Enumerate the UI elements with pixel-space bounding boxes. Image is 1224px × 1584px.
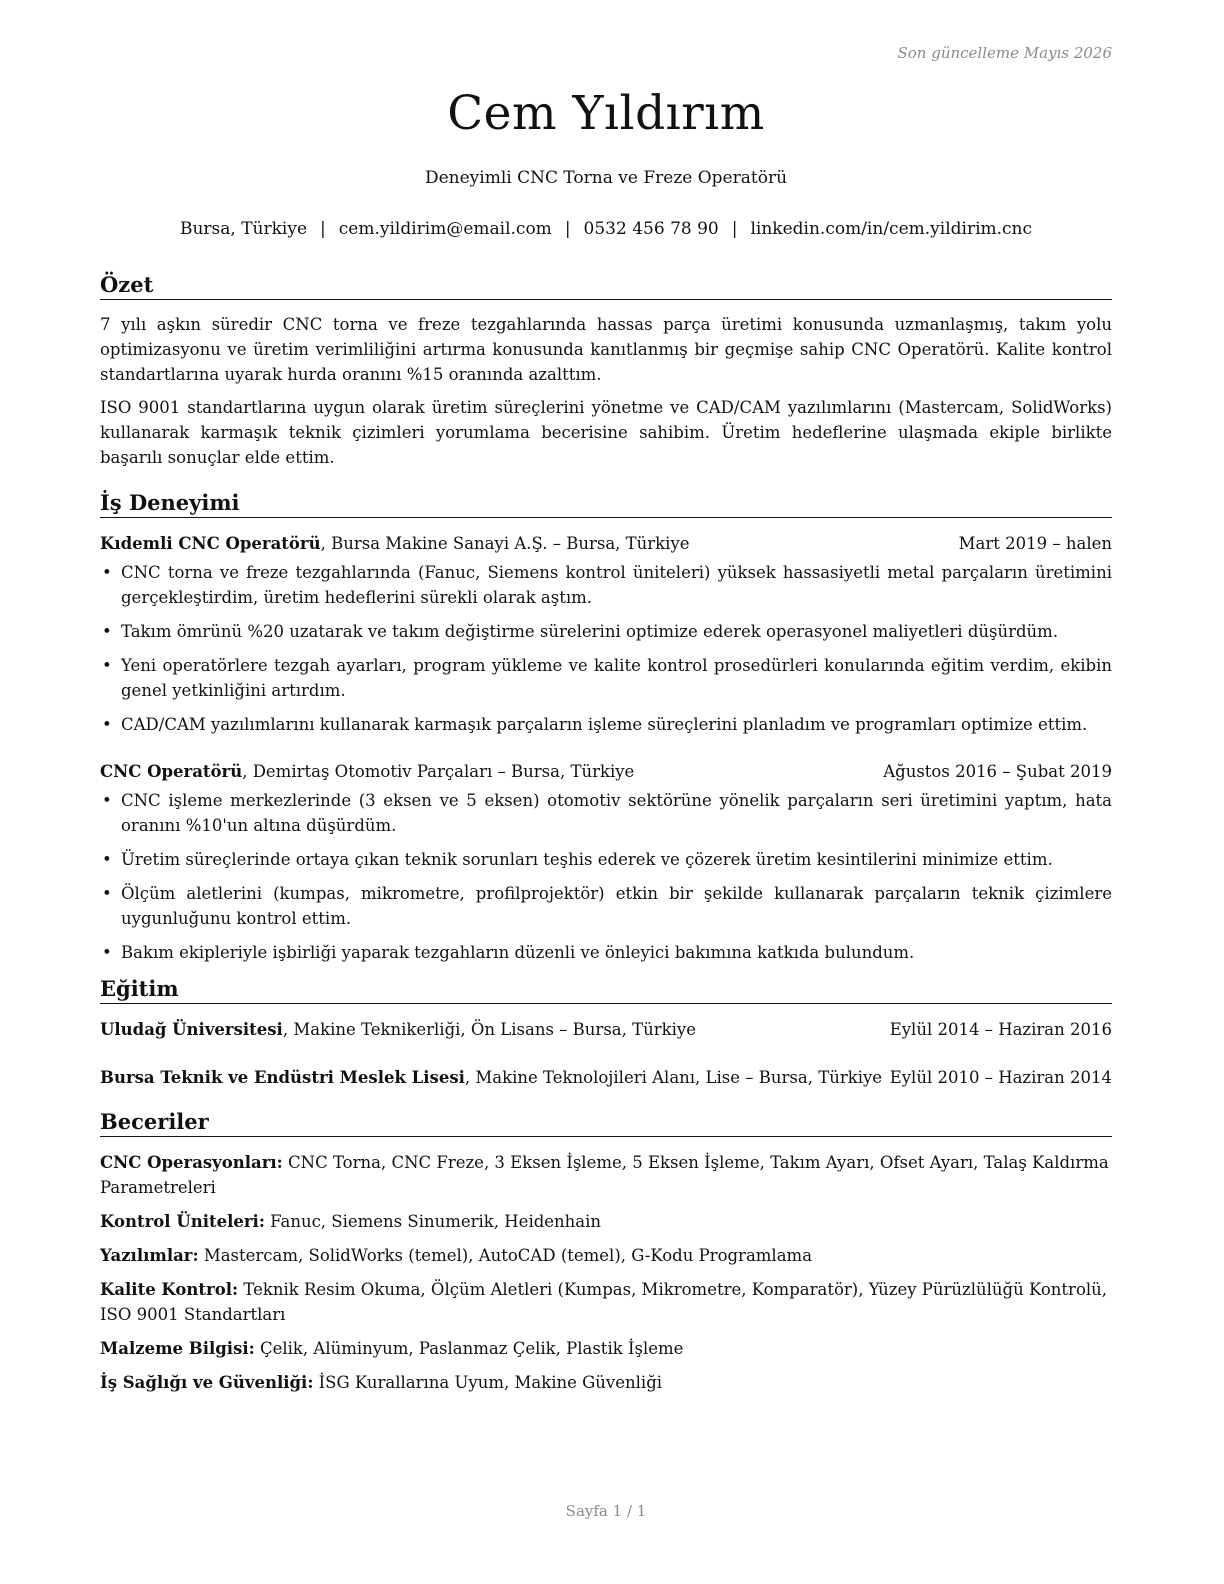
job-company: , Bursa Makine Sanayi A.Ş. – Bursa, Türkiye bbox=[320, 534, 690, 553]
skill-value: Fanuc, Siemens Sinumerik, Heidenhain bbox=[264, 1212, 602, 1231]
education-title-line bbox=[100, 1065, 882, 1090]
last-updated: Son güncelleme Mayıs 2026 bbox=[897, 44, 1112, 62]
contact-separator: | bbox=[320, 219, 326, 239]
list-item bbox=[100, 653, 1112, 703]
job-title-line bbox=[100, 531, 690, 556]
list-item bbox=[100, 712, 1112, 737]
education-dates: Eylül 2010 – Haziran 2014 bbox=[889, 1068, 1112, 1087]
contact-linkedin[interactable]: linkedin.com/in/cem.yildirim.cnc bbox=[750, 219, 1033, 239]
job-company: , Demirtaş Otomotiv Parçaları – Bursa, Türkiye bbox=[242, 762, 635, 781]
bullet-icon: • bbox=[102, 791, 112, 810]
skills-list bbox=[100, 1150, 1112, 1395]
list-item bbox=[100, 619, 1112, 644]
education-title-line bbox=[100, 1017, 696, 1042]
list-item bbox=[100, 940, 1112, 965]
bullet-text: CNC torna ve freze tezgahlarında (Fanuc, Siemens kontrol üniteleri) yüksek hassasiyetli metal parçaların üretimini gerçekleştirdim, üretim hedeflerini sürekli olarak aştım. bbox=[121, 563, 1112, 607]
skill-label: CNC Operasyonları: bbox=[100, 1153, 283, 1172]
bullet-icon: • bbox=[102, 563, 112, 582]
education-entry bbox=[100, 1065, 1112, 1090]
skills-section bbox=[100, 1109, 1112, 1404]
job-dates: Ağustos 2016 – Şubat 2019 bbox=[883, 762, 1112, 781]
skill-label: Kontrol Üniteleri: bbox=[100, 1212, 265, 1231]
job-bullets bbox=[100, 560, 1112, 737]
job-bullets bbox=[100, 788, 1112, 965]
summary-paragraph: 7 yılı aşkın süredir CNC torna ve freze tezgahlarında hassas parça üretimi konusunda uzmanlaşmış, takım yolu optimizasyonu ve üretim verimliliğini artırma konusunda kanıtlanmış bir geçmişe sahip CNC Operatörü. Kalite kontrol standartlarına uyarak hurda oranını %15 oranında azalttım. bbox=[100, 315, 1112, 384]
education-school: Bursa Teknik ve Endüstri Meslek Lisesi bbox=[100, 1068, 465, 1087]
section-title-summary: Özet bbox=[100, 272, 1112, 300]
list-item bbox=[100, 881, 1112, 931]
skill-row bbox=[100, 1150, 1112, 1200]
education-dates: Eylül 2014 – Haziran 2016 bbox=[889, 1020, 1112, 1039]
bullet-icon: • bbox=[102, 850, 112, 869]
bullet-text: Yeni operatörlere tezgah ayarları, program yükleme ve kalite kontrol prosedürleri konularında eğitim verdim, ekibin genel yetkinliğini artırdım. bbox=[121, 656, 1112, 700]
list-item bbox=[100, 560, 1112, 610]
contact-email[interactable]: cem.yildirim@email.com bbox=[338, 219, 552, 239]
contact-phone[interactable]: 0532 456 78 90 bbox=[583, 219, 719, 239]
skill-label: Yazılımlar: bbox=[100, 1246, 199, 1265]
skill-row bbox=[100, 1336, 1112, 1361]
bullet-text: Bakım ekipleriyle işbirliği yaparak tezgahların düzenli ve önleyici bakımına katkıda bulundum. bbox=[121, 943, 915, 962]
job-entry bbox=[100, 531, 1112, 737]
page-number: Sayfa 1 / 1 bbox=[565, 1502, 647, 1520]
education-section bbox=[100, 976, 1112, 1090]
skill-value: Çelik, Alüminyum, Paslanmaz Çelik, Plastik İşleme bbox=[254, 1339, 684, 1358]
bullet-text: Takım ömrünü %20 uzatarak ve takım değiştirme sürelerini optimize ederek operasyonel maliyetleri düşürdüm. bbox=[121, 622, 1059, 641]
job-dates: Mart 2019 – halen bbox=[958, 534, 1112, 553]
summary-paragraph: ISO 9001 standartlarına uygun olarak üretim süreçlerini yönetme ve CAD/CAM yazılımlarını (Mastercam, SolidWorks) kullanarak karmaşık teknik çizimleri yorumlama becerisine sahibim. Üretim hedeflerine ulaşmada ekiple birlikte başarılı sonuçlar elde ettim. bbox=[100, 398, 1112, 467]
skill-value: İSG Kurallarına Uyum, Makine Güvenliği bbox=[313, 1373, 663, 1392]
job-role: Kıdemli CNC Operatörü bbox=[100, 534, 321, 553]
contact-separator: | bbox=[564, 219, 571, 239]
education-detail: , Makine Teknolojileri Alanı, Lise – Bursa, Türkiye bbox=[464, 1068, 883, 1087]
bullet-icon: • bbox=[102, 884, 112, 903]
skill-row bbox=[100, 1209, 1112, 1234]
skill-value: Teknik Resim Okuma, Ölçüm Aletleri (Kumpas, Mikrometre, Komparatör), Yüzey Pürüzlülüğü Kontrolü, ISO 9001 Standartları bbox=[100, 1280, 1108, 1324]
headline: Deneyimli CNC Torna ve Freze Operatörü bbox=[424, 168, 788, 188]
bullet-icon: • bbox=[102, 622, 112, 641]
skill-row bbox=[100, 1277, 1112, 1327]
skill-value: CNC Torna, CNC Freze, 3 Eksen İşleme, 5 Eksen İşleme, Takım Ayarı, Ofset Ayarı, Talaş Kaldırma Parametreleri bbox=[100, 1153, 1109, 1197]
job-title-line bbox=[100, 759, 634, 784]
bullet-icon: • bbox=[102, 656, 112, 675]
bullet-text: Ölçüm aletlerini (kumpas, mikrometre, profilprojektör) etkin bir şekilde kullanarak parçaların teknik çizimlere uygunluğunu kontrol ettim. bbox=[121, 884, 1112, 928]
resume-page bbox=[100, 0, 1112, 1584]
skill-label: Malzeme Bilgisi: bbox=[100, 1339, 255, 1358]
section-title-education: Eğitim bbox=[100, 976, 1112, 1004]
skill-label: İş Sağlığı ve Güvenliği: bbox=[100, 1373, 314, 1392]
job-header bbox=[100, 759, 1112, 784]
contact-location: Bursa, Türkiye bbox=[179, 219, 308, 239]
candidate-name: Cem Yıldırım bbox=[447, 86, 765, 141]
skill-row bbox=[100, 1243, 1112, 1268]
experience-section bbox=[100, 490, 1112, 974]
section-title-experience: İş Deneyimi bbox=[100, 490, 1112, 518]
contact-separator: | bbox=[731, 219, 738, 239]
list-item bbox=[100, 847, 1112, 872]
skill-label: Kalite Kontrol: bbox=[100, 1280, 239, 1299]
list-item bbox=[100, 788, 1112, 838]
job-header bbox=[100, 531, 1112, 556]
education-entry bbox=[100, 1017, 1112, 1042]
job-entry bbox=[100, 759, 1112, 965]
contact-line bbox=[100, 219, 1112, 239]
skill-value: Mastercam, SolidWorks (temel), AutoCAD (temel), G-Kodu Programlama bbox=[198, 1246, 813, 1265]
summary-section bbox=[100, 272, 1112, 470]
bullet-icon: • bbox=[102, 715, 112, 734]
bullet-text: CAD/CAM yazılımlarını kullanarak karmaşık parçaların işleme süreçlerini planladım ve programları optimize ettim. bbox=[121, 715, 1088, 734]
section-title-skills: Beceriler bbox=[100, 1109, 1112, 1137]
skill-row bbox=[100, 1370, 1112, 1395]
education-detail: , Makine Teknikerliği, Ön Lisans – Bursa, Türkiye bbox=[282, 1020, 696, 1039]
bullet-text: CNC işleme merkezlerinde (3 eksen ve 5 eksen) otomotiv sektörüne yönelik parçaların seri üretimini yaptım, hata oranını %10'un altına düşürdüm. bbox=[121, 791, 1112, 835]
education-school: Uludağ Üniversitesi bbox=[100, 1020, 283, 1039]
bullet-text: Üretim süreçlerinde ortaya çıkan teknik sorunları teşhis ederek ve çözerek üretim kesintilerini minimize ettim. bbox=[121, 850, 1053, 869]
job-role: CNC Operatörü bbox=[100, 762, 243, 781]
bullet-icon: • bbox=[102, 943, 112, 962]
